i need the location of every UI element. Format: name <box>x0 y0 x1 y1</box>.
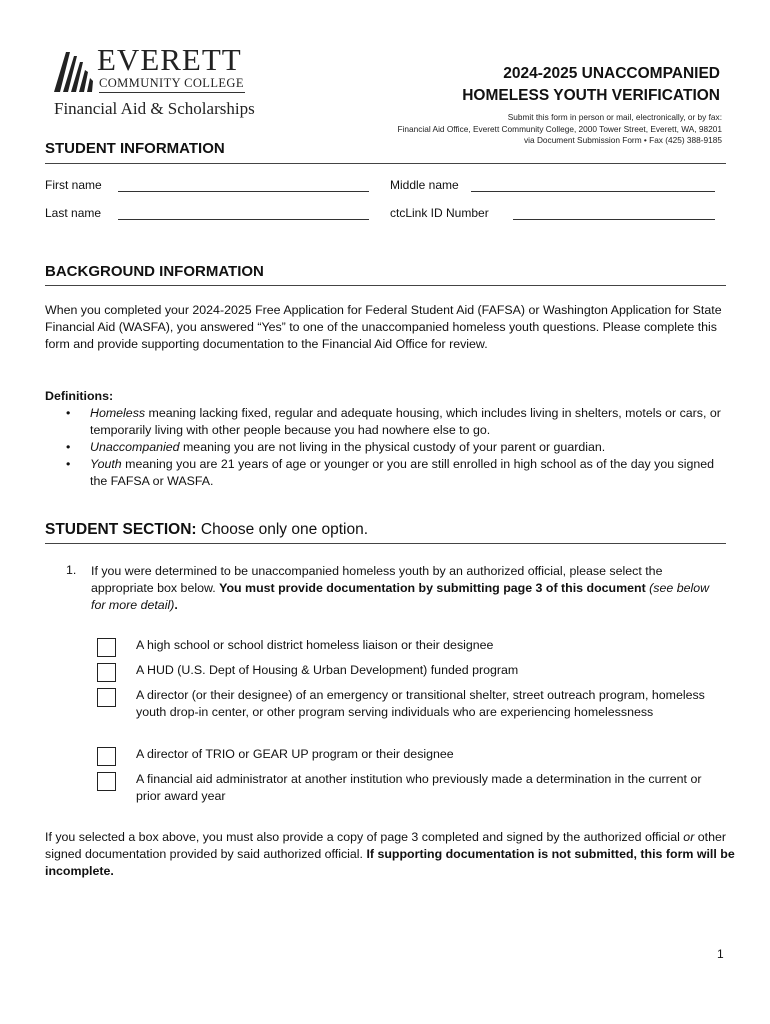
definition-term: Youth <box>90 457 122 471</box>
question-number: 1. <box>66 563 77 577</box>
question-requirement: You must provide documentation by submitting page 3 of this document <box>219 581 646 595</box>
notice-text: If you selected a box above, you must also provide a copy of page 3 completed and signed by the authorized official <box>45 830 684 844</box>
option-label: A director of TRIO or GEAR UP program or their designee <box>136 747 454 761</box>
section-divider <box>45 543 726 544</box>
first-name-field[interactable] <box>118 180 369 192</box>
option-checkbox[interactable] <box>97 638 116 657</box>
definitions-title: Definitions: <box>45 389 114 403</box>
last-name-label: Last name <box>45 206 102 220</box>
question-text <box>91 563 726 614</box>
student-section-heading <box>45 521 368 539</box>
logo-department: Financial Aid & Scholarships <box>54 99 255 118</box>
notice-warning: If supporting documentation is not submitted, this form will be incomplete. <box>45 847 735 878</box>
section-divider <box>45 163 726 164</box>
definitions-list <box>66 405 726 490</box>
last-name-field[interactable] <box>118 208 369 220</box>
background-paragraph: When you completed your 2024-2025 Free Application for Federal Student Aid (FAFSA) or Washington Application for State Financial Aid (WASFA), you answered “Yes” to one of the unaccompanied homeless youth questions. Please complete this form and provide supporting documentation to the Financial Aid Office for review. <box>45 303 722 351</box>
option-label: A HUD (U.S. Dept of Housing & Urban Development) funded program <box>136 663 519 677</box>
definition-term: Unaccompanied <box>90 440 180 454</box>
ctclink-id-field[interactable] <box>513 208 715 220</box>
section-divider <box>45 285 726 286</box>
logo-college-name: EVERETT <box>97 42 242 77</box>
option-checkbox[interactable] <box>97 663 116 682</box>
definition-term: Homeless <box>90 406 146 420</box>
page-number: 1 <box>717 947 724 961</box>
option-row[interactable] <box>97 637 727 654</box>
option-row[interactable] <box>97 746 727 763</box>
option-row[interactable] <box>97 662 727 679</box>
option-label: A director (or their designee) of an emergency or transitional shelter, street outreach program, homeless youth drop-in center, or other program serving individuals who are experiencing homelessness <box>136 688 705 719</box>
form-title-line2: HOMELESS YOUTH VERIFICATION <box>462 87 720 104</box>
option-row[interactable] <box>97 771 727 805</box>
student-information-heading: STUDENT INFORMATION <box>45 140 225 157</box>
ctclink-id-label: ctcLink ID Number <box>390 206 489 220</box>
definition-item <box>66 439 726 456</box>
middle-name-label: Middle name <box>390 178 459 192</box>
definition-text: meaning you are 21 years of age or younger or you are still enrolled in high school as of the day you signed the FAFSA or WASFA. <box>90 457 715 488</box>
option-label: A financial aid administrator at another institution who previously made a determination in the current or prior award year <box>136 772 702 803</box>
definition-item <box>66 456 726 490</box>
form-title-line1: 2024-2025 UNACCOMPANIED <box>503 65 720 82</box>
notice-or: or <box>683 830 695 844</box>
student-section-title: STUDENT SECTION: <box>45 521 197 538</box>
question-note: (see below for more detail) <box>91 581 710 612</box>
first-name-label: First name <box>45 178 102 192</box>
submission-instructions <box>397 112 722 147</box>
definition-text: meaning you are not living in the physical custody of your parent or guardian. <box>179 440 606 454</box>
background-information-heading: BACKGROUND INFORMATION <box>45 263 264 280</box>
submit-line3: via Document Submission Form • Fax (425) 388-9185 <box>524 135 722 145</box>
college-logo-mark-icon <box>52 48 94 92</box>
logo-subtitle: COMMUNITY COLLEGE <box>99 76 244 90</box>
submit-line2: Financial Aid Office, Everett Community College, 2000 Tower Street, Everett, WA, 98201 <box>397 123 722 134</box>
option-checkbox[interactable] <box>97 688 116 707</box>
option-label: A high school or school district homeless liaison or their designee <box>136 638 494 652</box>
logo-divider <box>99 92 245 93</box>
question-body: If you were determined to be unaccompanied homeless youth by an authorized official, please select the appropriate box below. <box>91 564 663 595</box>
option-row[interactable] <box>97 687 727 721</box>
definition-text: meaning lacking fixed, regular and adequate housing, which includes living in shelters, motels or cars, or temporarily living with other people because you had nowhere else to go. <box>90 406 721 437</box>
submit-line1: Submit this form in person or mail, electronically, or by fax: <box>507 112 722 122</box>
notice-text-2: other signed documentation provided by said authorized official. <box>45 830 727 861</box>
middle-name-field[interactable] <box>471 180 715 192</box>
form-title <box>462 63 720 107</box>
question-end: . <box>174 598 178 612</box>
documentation-notice <box>45 829 735 880</box>
student-section-instruction: Choose only one option. <box>196 521 369 538</box>
option-checkbox[interactable] <box>97 747 116 766</box>
definition-item <box>66 405 726 439</box>
option-checkbox[interactable] <box>97 772 116 791</box>
